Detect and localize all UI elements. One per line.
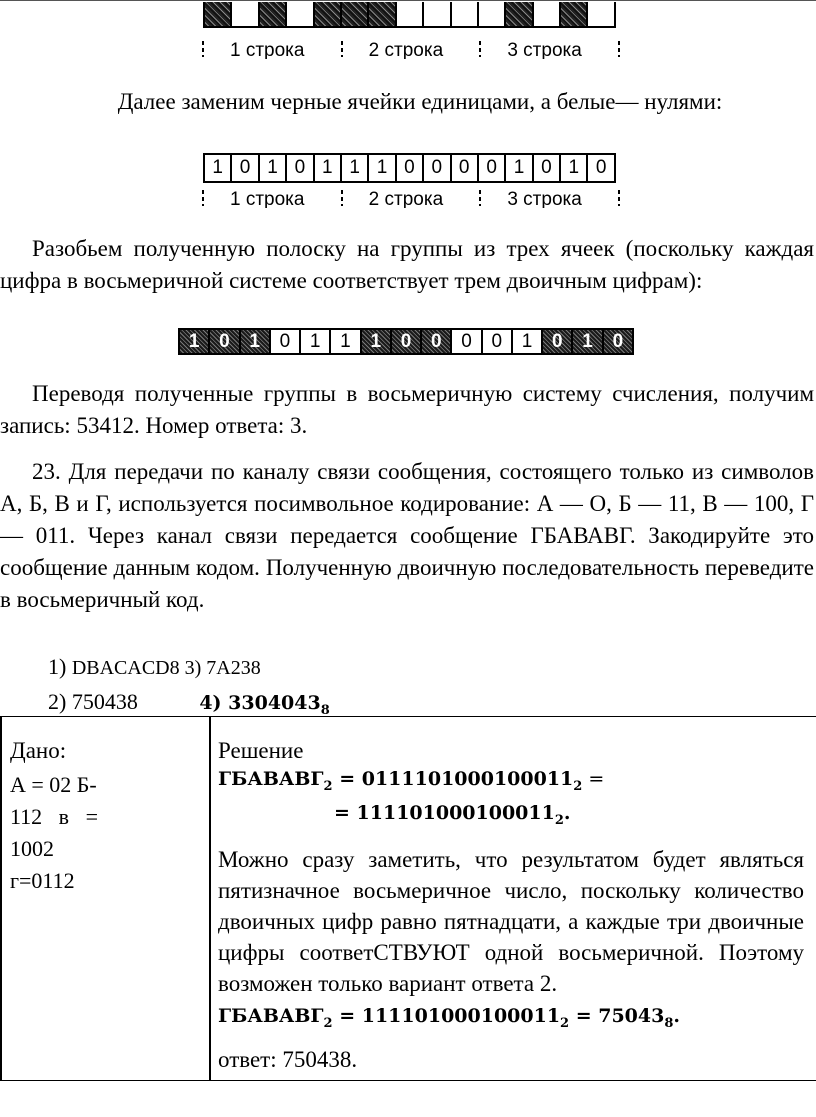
top-border [0, 0, 816, 1]
bit-cell: 0 [452, 330, 482, 353]
pattern-cell [205, 2, 232, 26]
solution-heading: Решение [218, 738, 304, 763]
pattern-cell [287, 2, 314, 26]
pattern-cell [561, 2, 588, 26]
pattern-cell [397, 2, 424, 26]
answer-options [48, 652, 548, 726]
segment-label: 1 строка [230, 189, 305, 208]
f3-sub: 2 [323, 1015, 333, 1031]
given-line: А = 02 Б- [10, 772, 97, 797]
bit-cell: 1 [205, 155, 232, 181]
segment-label: 1 строка [230, 40, 305, 59]
option-prefix-1: 1) [48, 654, 72, 679]
option-text-2: 750438 [71, 689, 138, 714]
row-labels-top [200, 37, 620, 59]
bit-cell: 1 [513, 330, 543, 353]
f3-left: ГБАВАВГ [218, 1004, 324, 1027]
f2-sub: 2 [554, 812, 564, 828]
pattern-cell [424, 2, 451, 26]
bit-cell: 0 [287, 155, 314, 181]
f3-sub3: 8 [664, 1015, 674, 1031]
f2-text: = 111101000100011 [334, 801, 555, 824]
given-line: 1002 [10, 836, 54, 861]
bit-cell: 1 [315, 155, 342, 181]
bit-cell: 1 [362, 330, 392, 353]
f3-eq: = 75043 [569, 1004, 665, 1027]
given-line: 112 в = [10, 804, 98, 829]
segment-label: 2 строка [368, 40, 444, 59]
bit-cell: 0 [483, 330, 513, 353]
given-column [10, 735, 200, 897]
bit-cell: 0 [534, 155, 561, 181]
solution-column [218, 735, 804, 1075]
cell-strip-groups [178, 328, 634, 355]
bit-cell: 0 [424, 155, 451, 181]
f3-end: . [673, 1004, 681, 1027]
pattern-cell [588, 2, 615, 26]
bit-cell: 0 [452, 155, 479, 181]
segment-tick [341, 190, 343, 206]
solution-table [0, 716, 816, 1081]
bit-cell: 1 [369, 155, 396, 181]
bit-cell: 0 [232, 155, 259, 181]
option-text-1: DBACACD8 3) 7A238 [71, 657, 261, 679]
solution-paragraph: Можно сразу заметить, что результатом будет являться пятизначное восьмеричное число, поскольку количество двоичных цифр равно пятнадцати, а каждые три двоичные цифры соответСТВУЮТ одной восьмеричной. Поэтому возможен только вариант ответа 2. [218, 846, 804, 996]
segment-tick [618, 190, 620, 206]
option-bold-4-label: 4) 3304043 [199, 692, 321, 714]
bit-cell: 0 [392, 330, 422, 353]
pattern-cell [342, 2, 369, 26]
bit-cell: 1 [301, 330, 331, 353]
final-answer: ответ: 750438. [218, 1047, 358, 1073]
bit-cell: 0 [604, 330, 634, 353]
task-paragraph: 23. Для передачи по каналу связи сообщения, состоящего только из символов А, Б, В и Г, используется посимвольное кодирование: А — О, Б — 11, В — 100, Г — 011. Через канал связи передается сообщение ГБАВАВГ. Закодируйте это сообщение данным кодом. Полученную двоичную последовательность переведите в восьмеричный код. [0, 459, 814, 612]
given-heading: Дано: [10, 738, 67, 763]
f1-left: ГБАВАВГ [218, 768, 324, 790]
bit-cell: 0 [397, 155, 424, 181]
f1-sub: 2 [323, 778, 333, 794]
pattern-cell [479, 2, 506, 26]
option-bold-4 [199, 692, 330, 718]
bit-cell: 0 [588, 155, 615, 181]
formula-line-1 [218, 766, 804, 800]
bit-cell: 1 [561, 155, 588, 181]
segment-tick [618, 41, 620, 57]
segment-tick [341, 41, 343, 57]
bit-cell: 1 [506, 155, 533, 181]
f1-sub2: 2 [573, 778, 583, 794]
segment-tick [202, 190, 204, 206]
f2-end: . [563, 801, 571, 824]
pattern-cell [232, 2, 259, 26]
pattern-cell [315, 2, 342, 26]
f1-end: = [582, 768, 605, 790]
bit-cell: 1 [342, 155, 369, 181]
pattern-cell [452, 2, 479, 26]
f3-mid: = 111101000100011 [332, 1004, 561, 1027]
segment-label: 3 строка [507, 189, 582, 208]
f3-sub2: 2 [560, 1015, 570, 1031]
row-labels-bits [200, 186, 620, 208]
table-left-border [0, 717, 2, 1080]
segment-tick [479, 190, 481, 206]
pattern-cell [534, 2, 561, 26]
table-divider [209, 717, 211, 1080]
cell-strip-bits [203, 153, 616, 183]
bit-cell: 0 [271, 330, 301, 353]
bit-cell: 1 [241, 330, 271, 353]
segment-label: 3 строка [507, 40, 582, 59]
bit-cell: 0 [479, 155, 506, 181]
bit-cell: 0 [422, 330, 452, 353]
option-line-1 [48, 652, 548, 683]
pattern-cell [369, 2, 396, 26]
group-paragraph: Разобьем полученную полоску на группы из трех ячеек (поскольку каждая цифра в восьмеричной системе соответствует трем двоичным цифрам): [0, 236, 814, 293]
pattern-cell [260, 2, 287, 26]
bit-cell: 0 [543, 330, 573, 353]
formula-line-3 [218, 1003, 804, 1037]
pattern-cell [506, 2, 533, 26]
segment-tick [202, 41, 204, 57]
f1-mid: = 0111101000100011 [332, 768, 574, 790]
formula-line-2 [218, 800, 804, 834]
cell-strip-pattern [203, 2, 616, 28]
intro-paragraph: Далее заменим черные ячейки единицами, а белые— нулями: [117, 89, 723, 114]
option-prefix-2: 2) [48, 689, 72, 714]
segment-tick [479, 41, 481, 57]
segment-label: 2 строка [368, 189, 444, 208]
bit-cell: 1 [180, 330, 210, 353]
given-line: г=0112 [10, 868, 75, 893]
bit-cell: 0 [210, 330, 240, 353]
convert-paragraph: Переводя полученные группы в восьмеричную систему счисления, получим запись: 53412. Номер ответа: 3. [0, 381, 814, 438]
bit-cell: 1 [260, 155, 287, 181]
option-bold-4-sub: 8 [320, 702, 330, 718]
bit-cell: 1 [331, 330, 361, 353]
bit-cell: 1 [573, 330, 603, 353]
